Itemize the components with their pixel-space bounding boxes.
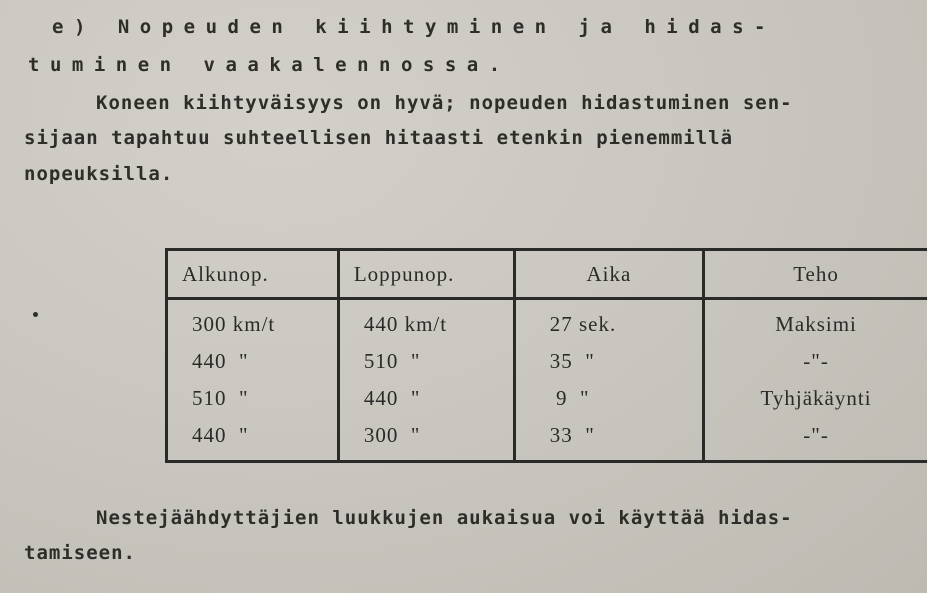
speed-table — [165, 248, 927, 463]
paragraph-line-1: Koneen kiihtyväisyys on hyvä; nopeuden hidastuminen sen- — [96, 92, 793, 114]
cell-aika: 27 sek. — [514, 299, 703, 344]
table-row — [167, 343, 927, 380]
cell-teho: Maksimi — [704, 299, 927, 344]
paragraph-line-2: sijaan tapahtuu suhteellisen hitaasti etenkin pienemmillä — [24, 127, 734, 149]
table-row — [167, 417, 927, 462]
cell-aika: 9 " — [514, 380, 703, 417]
section-heading-line-1: e) Nopeuden kiihtyminen ja hidas- — [52, 16, 776, 38]
cell-teho: Tyhjäkäynti — [704, 380, 927, 417]
cell-alkunop: 440 " — [167, 417, 339, 462]
cell-alkunop: 440 " — [167, 343, 339, 380]
cell-alkunop: 300 km/t — [167, 299, 339, 344]
cell-aika: 33 " — [514, 417, 703, 462]
cell-teho: -"- — [704, 343, 927, 380]
footer-paragraph-line-1: Nestejäähdyttäjien luukkujen aukaisua voi käyttää hidas- — [96, 507, 793, 529]
table-row — [167, 299, 927, 344]
header-aika: Aika — [514, 250, 703, 299]
cell-teho: -"- — [704, 417, 927, 462]
cell-loppunop: 510 " — [338, 343, 514, 380]
cell-loppunop: 440 " — [338, 380, 514, 417]
header-teho: Teho — [704, 250, 927, 299]
margin-dot — [33, 312, 38, 317]
table-header-row — [167, 250, 927, 299]
section-heading-line-2: tuminen vaakalennossa. — [28, 54, 511, 76]
cell-aika: 35 " — [514, 343, 703, 380]
table-row — [167, 380, 927, 417]
cell-alkunop: 510 " — [167, 380, 339, 417]
cell-loppunop: 300 " — [338, 417, 514, 462]
cell-loppunop: 440 km/t — [338, 299, 514, 344]
paragraph-line-3: nopeuksilla. — [24, 163, 174, 185]
header-loppunop: Loppunop. — [338, 250, 514, 299]
header-alkunop: Alkunop. — [167, 250, 339, 299]
footer-paragraph-line-2: tamiseen. — [24, 542, 136, 564]
